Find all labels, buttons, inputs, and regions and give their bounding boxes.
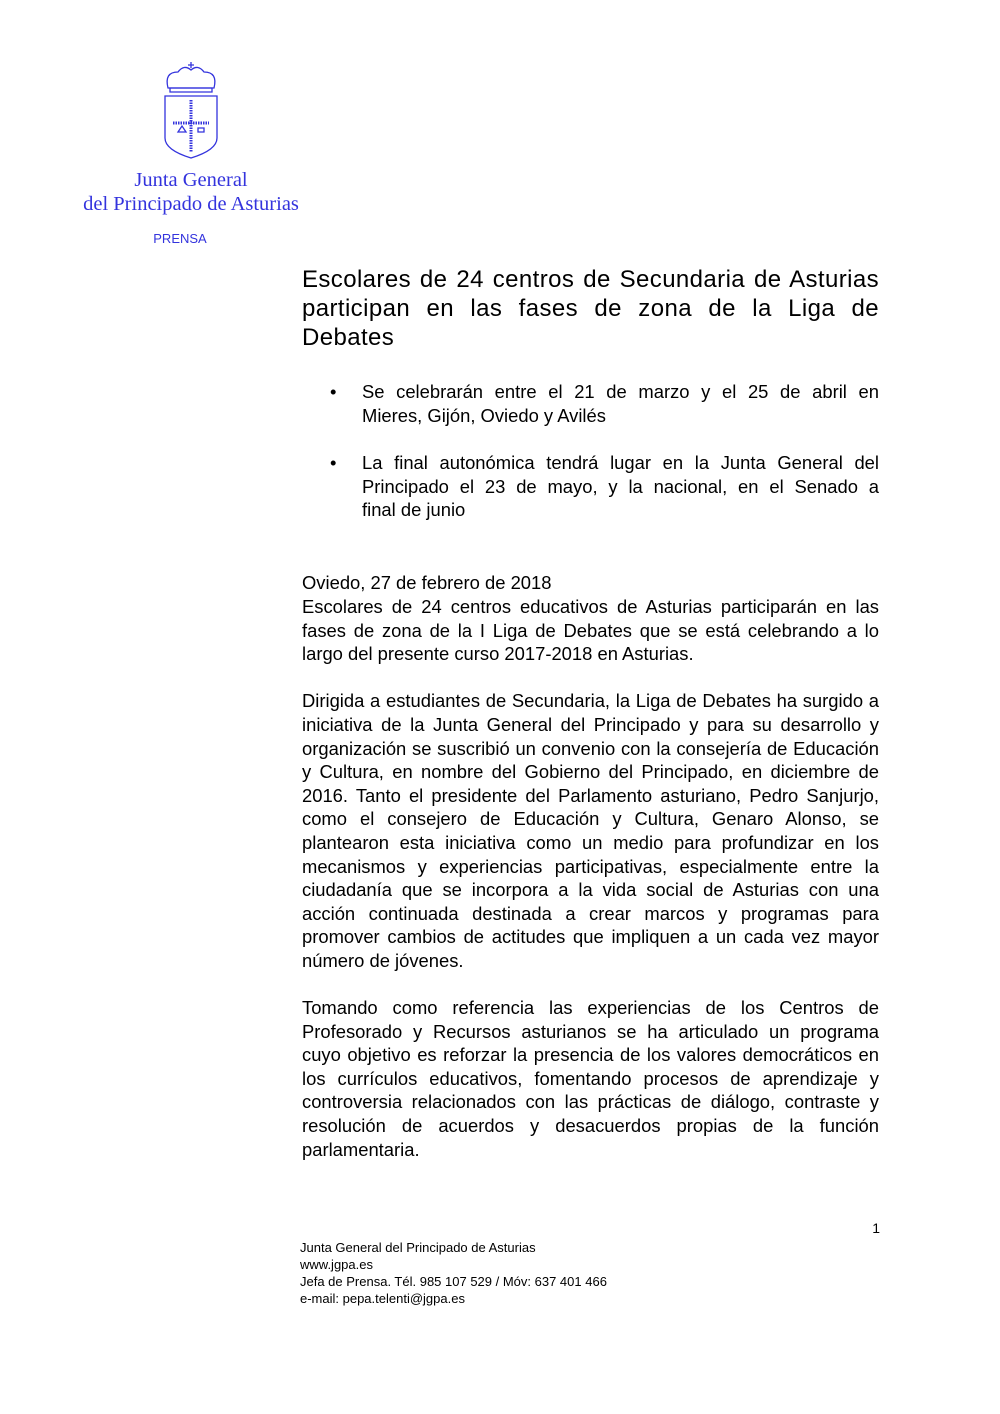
section-label: PRENSA	[153, 231, 207, 246]
bullet-item	[330, 451, 879, 522]
text-line: los currículos educativos, fomentando procesos de aprendizaje y	[302, 1067, 879, 1089]
text-line: Profesorado y Recursos asturianos se ha articulado un programa	[302, 1020, 879, 1042]
highlights-list	[330, 380, 879, 546]
paragraph	[302, 689, 879, 972]
text-line: Dirigida a estudiantes de Secundaria, la Liga de Debates ha surgido a	[302, 690, 879, 712]
org-name-line2: del Principado de Asturias	[83, 193, 299, 215]
text-line: iniciativa de la Junta General del Principado y para su desarrollo y	[302, 713, 879, 735]
text-line: Escolares de 24 centros de Secundaria de Asturias	[302, 266, 879, 293]
text-line: plantearon esta iniciativa como un medio para profundizar en los	[302, 831, 879, 853]
text-line: Mieres, Gijón, Oviedo y Avilés	[362, 404, 606, 426]
text-line: controversia relacionados con las prácticas de diálogo, contraste y	[302, 1091, 879, 1113]
text-line: como el consejero de Educación y Cultura, Genaro Alonso, se	[302, 808, 879, 830]
text-line: largo del presente curso 2017-2018 en Asturias.	[302, 643, 694, 665]
text-line: número de jóvenes.	[302, 949, 464, 971]
text-line: cuyo objetivo es reforzar la presencia de los valores democráticos en	[302, 1044, 879, 1066]
text-line: Escolares de 24 centros educativos de Asturias participarán en las	[302, 596, 879, 617]
footer	[300, 1239, 607, 1307]
page-number: 1	[872, 1220, 880, 1236]
footer-email: e-mail: pepa.telenti@jgpa.es	[300, 1291, 465, 1306]
paragraph	[302, 996, 879, 1161]
text-line: y Cultura, en nombre del Gobierno del Principado, en diciembre de	[302, 761, 879, 783]
text-line: ciudadanía que se incorpora a la vida social de Asturias con una	[302, 879, 879, 901]
text-line: final de junio	[362, 499, 466, 521]
text-line: Tomando como referencia las experiencias de los Centros de	[302, 997, 879, 1019]
bullet-item	[330, 380, 879, 427]
text-line: Se celebrarán entre el 21 de marzo y el 25 de abril en	[362, 381, 879, 402]
text-line: participan en las fases de zona de la Liga de	[302, 295, 879, 322]
org-name-line1: Junta General	[134, 169, 248, 191]
bullet-icon: •	[330, 452, 337, 474]
text-line: mecanismos y experiencias participativas, especialmente entre la	[302, 855, 879, 877]
footer-web: www.jgpa.es	[300, 1257, 373, 1272]
headline	[302, 265, 879, 352]
dateline: Oviedo, 27 de febrero de 2018	[302, 572, 552, 593]
text-line: organización se suscribió un convenio con la consejería de Educación	[302, 737, 879, 759]
text-line: resolución de acuerdos y desacuerdos propias de la función	[302, 1115, 879, 1137]
text-line: acción continuada destinada a crear marcos y programas para	[302, 902, 879, 924]
article-body	[302, 595, 879, 1185]
footer-org: Junta General del Principado de Asturias	[300, 1240, 536, 1255]
text-line: La final autonómica tendrá lugar en la Junta General del	[362, 452, 879, 474]
text-line: parlamentaria.	[302, 1138, 420, 1160]
text-line: fases de zona de la I Liga de Debates que se está celebrando a lo	[302, 619, 879, 641]
paragraph	[302, 595, 879, 666]
text-line: promover cambios de actitudes que impliquen a un cada vez mayor	[302, 926, 879, 948]
coat-of-arms-asturias-icon	[160, 60, 222, 160]
text-line: Debates	[302, 324, 395, 351]
bullet-icon: •	[330, 381, 337, 402]
text-line: Principado el 23 de mayo, y la nacional, en el Senado a	[362, 475, 879, 497]
footer-phone: Jefa de Prensa. Tél. 985 107 529 / Móv: 637 401 466	[300, 1274, 607, 1289]
text-line: 2016. Tanto el presidente del Parlamento asturiano, Pedro Sanjurjo,	[302, 784, 879, 806]
